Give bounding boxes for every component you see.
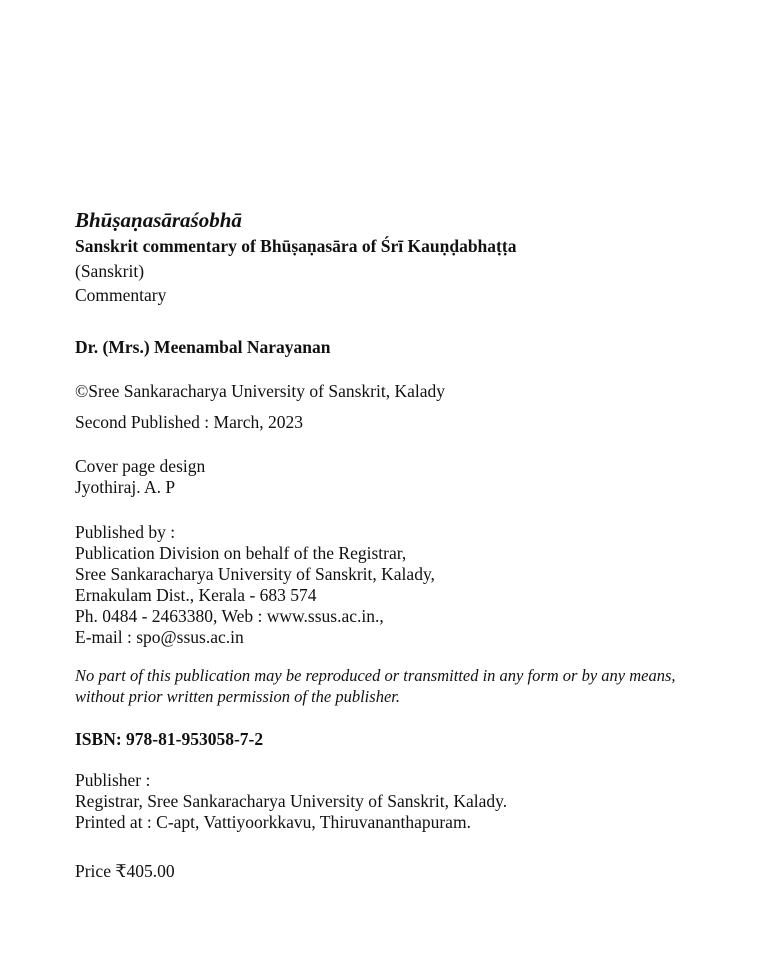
published-by-block — [75, 522, 435, 648]
book-title: Bhūṣaṇasāraśobhā — [75, 208, 242, 232]
copyright-notice: ©Sree Sankaracharya University of Sanskrit, Kalady — [75, 381, 445, 401]
published-by-label: Published by : — [75, 522, 176, 542]
printer-info: Printed at : C-apt, Vattiyoorkkavu, Thiruvananthapuram. — [75, 812, 471, 832]
publisher-block — [75, 770, 507, 833]
language-label: (Sanskrit) — [75, 261, 145, 281]
cover-design-block — [75, 456, 205, 498]
cover-designer-name: Jyothiraj. A. P — [75, 477, 176, 497]
author-name: Dr. (Mrs.) Meenambal Narayanan — [75, 337, 331, 357]
genre-label: Commentary — [75, 285, 167, 305]
publisher-name: Registrar, Sree Sankaracharya University of Sanskrit, Kalady. — [75, 791, 508, 811]
publisher-label: Publisher : — [75, 770, 151, 790]
price: Price ₹405.00 — [75, 861, 175, 881]
cover-design-label: Cover page design — [75, 456, 206, 476]
contact-phone-web: Ph. 0484 - 2463380, Web : www.ssus.ac.in., — [75, 606, 384, 626]
contact-email: E-mail : spo@ssus.ac.in — [75, 627, 244, 647]
published-by-line: Sree Sankaracharya University of Sanskrit, Kalady, — [75, 564, 435, 584]
published-by-line: Ernakulam Dist., Kerala - 683 574 — [75, 585, 317, 605]
rights-notice: No part of this publication may be reproduced or transmitted in any form or by any means, without prior written permission of the publisher. — [75, 666, 676, 706]
published-by-line: Publication Division on behalf of the Registrar, — [75, 543, 407, 563]
edition-info: Second Published : March, 2023 — [75, 412, 303, 432]
book-subtitle: Sanskrit commentary of Bhūṣaṇasāra of Śrī Kauṇḍabhaṭṭa — [75, 236, 517, 256]
isbn: ISBN: 978-81-953058-7-2 — [75, 729, 264, 749]
